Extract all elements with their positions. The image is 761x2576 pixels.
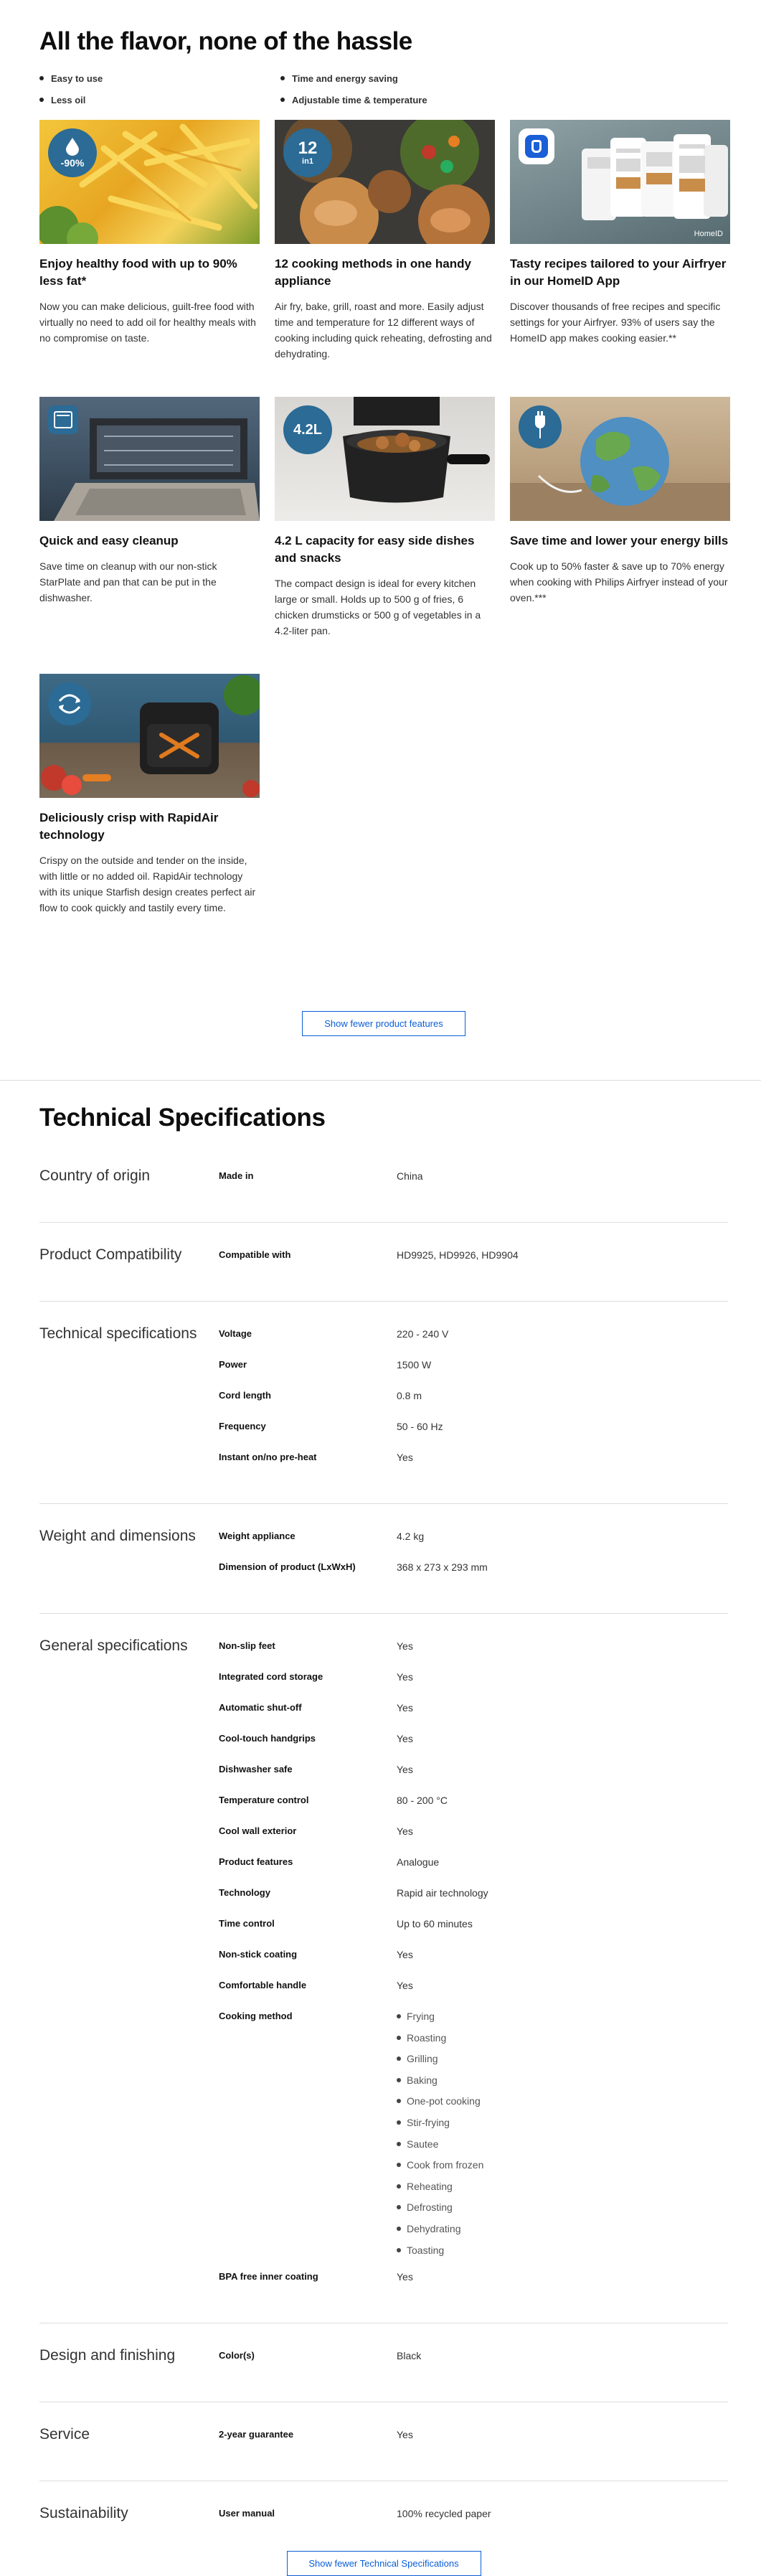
spec-key: Automatic shut-off	[219, 1702, 302, 1713]
spec-key: Weight appliance	[219, 1531, 296, 1541]
spec-value: Yes	[397, 2429, 413, 2441]
spec-row	[219, 1884, 728, 1914]
less-fat-badge	[48, 128, 97, 177]
cooking-method-item: One-pot cooking	[397, 2095, 728, 2116]
card-text: Now you can make delicious, guilt-free food with virtually no need to add oil for healthy meals with no compromise on taste.	[39, 301, 256, 344]
feature-card-cooking-methods	[275, 120, 495, 397]
spec-row-cooking-method	[219, 2007, 728, 2265]
spec-key: Temperature control	[219, 1795, 309, 1805]
bullet-item: Easy to use	[39, 72, 280, 85]
cooking-method-item: Cook from frozen	[397, 2158, 728, 2180]
spec-row	[219, 1729, 728, 1760]
spec-section-technical	[39, 1302, 728, 1504]
cooking-method-item: Roasting	[397, 2031, 728, 2053]
spec-value: China	[397, 1170, 423, 1182]
card-text: Air fry, bake, grill, roast and more. Easily adjust time and temperature for 12 different ways of cooking including quick reheating, defrosting and dehydrating.	[275, 301, 492, 359]
spec-value: 0.8 m	[397, 1390, 422, 1401]
spec-section-title: Design and finishing	[39, 2347, 176, 2364]
card-title: Tasty recipes tailored to your Airfryer in our HomeID App	[510, 257, 727, 288]
spec-row	[219, 1448, 728, 1479]
spec-key: Non-slip feet	[219, 1640, 275, 1651]
spec-value: 100% recycled paper	[397, 2508, 491, 2520]
spec-row	[219, 2504, 728, 2535]
homeid-watermark: HomeID	[694, 230, 723, 238]
spec-section-sustainability	[39, 2481, 728, 2535]
spec-key: Dimension of product (LxWxH)	[219, 1561, 356, 1572]
spec-row	[219, 1325, 728, 1355]
spec-row	[219, 1760, 728, 1791]
spec-row	[219, 1668, 728, 1698]
airfryer-basket-image	[275, 397, 495, 521]
cooking-method-item: Dehydrating	[397, 2222, 728, 2244]
spec-key: Frequency	[219, 1421, 266, 1432]
spec-row	[219, 2267, 728, 2298]
spec-value: 50 - 60 Hz	[397, 1421, 443, 1432]
spec-key: Power	[219, 1359, 247, 1370]
spec-section-title: General specifications	[39, 1637, 188, 1654]
spec-value: 368 x 273 x 293 mm	[397, 1561, 488, 1573]
spec-value: Rapid air technology	[397, 1887, 488, 1899]
spec-value: 80 - 200 °C	[397, 1795, 448, 1806]
spec-value: Yes	[397, 1671, 413, 1683]
spec-section-title: Service	[39, 2426, 90, 2443]
spec-row	[219, 1355, 728, 1386]
spec-key: Made in	[219, 1170, 254, 1181]
card-title: Deliciously crisp with RapidAir technology	[39, 811, 219, 842]
airflow-icon	[48, 682, 91, 725]
card-title: 4.2 L capacity for easy side dishes and snacks	[275, 534, 475, 565]
spec-row	[219, 1822, 728, 1853]
spec-row	[219, 1698, 728, 1729]
feature-card-rapidair	[39, 674, 260, 1011]
spec-row	[219, 1386, 728, 1417]
show-fewer-specs-button[interactable]: Show fewer Technical Specifications	[287, 2551, 481, 2576]
bullet-item: Time and energy saving	[280, 72, 567, 85]
bullet-item: Less oil	[39, 93, 280, 106]
cooking-method-item: Reheating	[397, 2180, 728, 2201]
spec-row	[219, 1976, 728, 2007]
spec-row	[219, 1853, 728, 1884]
specs-list	[39, 1144, 728, 2535]
cooking-method-item: Toasting	[397, 2244, 728, 2265]
spec-row	[219, 1527, 728, 1558]
spec-key: Product features	[219, 1856, 293, 1867]
spec-value: Analogue	[397, 1856, 440, 1868]
spec-key: Voltage	[219, 1328, 252, 1339]
spec-value: 1500 W	[397, 1359, 432, 1371]
card-title: Enjoy healthy food with up to 90% less fat*	[39, 257, 237, 288]
show-fewer-features-button[interactable]: Show fewer product features	[302, 1011, 465, 1036]
specs-title: Technical Specifications	[39, 1104, 326, 1132]
spec-section-title: Sustainability	[39, 2505, 128, 2522]
badge-number: 12	[298, 138, 318, 158]
cooking-method-list	[397, 2007, 728, 2265]
spec-value: Yes	[397, 1733, 413, 1744]
spec-value: 220 - 240 V	[397, 1328, 449, 1340]
card-title: Save time and lower your energy bills	[510, 534, 729, 547]
dishwasher-image	[39, 397, 260, 521]
spec-section-title: Country of origin	[39, 1167, 151, 1184]
spec-section-title: Technical specifications	[39, 1325, 197, 1342]
card-title: Quick and easy cleanup	[39, 534, 179, 547]
spec-key: 2-year guarantee	[219, 2429, 294, 2440]
spec-value: HD9925, HD9926, HD9904	[397, 1249, 519, 1261]
spec-section-weight	[39, 1504, 728, 1614]
spec-value: Yes	[397, 1640, 413, 1652]
bullet-item: Adjustable time & temperature	[280, 93, 567, 106]
spec-key: Cord length	[219, 1390, 271, 1401]
spec-section-title: Product Compatibility	[39, 1246, 182, 1263]
card-title: 12 cooking methods in one handy appliance	[275, 257, 471, 288]
spec-key: Cool wall exterior	[219, 1825, 297, 1836]
badge-sub: in1	[302, 157, 313, 166]
spec-key: Cooking method	[219, 2011, 293, 2021]
spec-section-compatibility	[39, 1223, 728, 1302]
cooking-method-item: Stir-frying	[397, 2116, 728, 2138]
card-text: Crispy on the outside and tender on the inside, with little or no added oil. RapidAir technology with its unique Starfish design creates perfect air flow to cook quickly and tastily every time.	[39, 855, 256, 913]
spec-section-design	[39, 2323, 728, 2402]
card-text: Cook up to 50% faster & save up to 70% energy when cooking with Philips Airfryer instead of your oven.***	[510, 560, 728, 603]
spec-row	[219, 1791, 728, 1822]
spec-row	[219, 1417, 728, 1448]
spec-row	[219, 1558, 728, 1589]
spec-value: Yes	[397, 1949, 413, 1960]
spec-row	[219, 1167, 728, 1198]
spec-key: Compatible with	[219, 1249, 291, 1260]
features-title: All the flavor, none of the hassle	[39, 27, 412, 55]
feature-grid	[39, 120, 728, 1011]
spec-row	[219, 1637, 728, 1668]
cooking-method-item: Defrosting	[397, 2201, 728, 2222]
card-text: The compact design is ideal for every kitchen large or small. Holds up to 500 g of fries, 6 chicken drumsticks or 500 g of vegetables in a 4.2-liter pan.	[275, 578, 481, 636]
spec-value: Yes	[397, 1702, 413, 1714]
spec-value: Yes	[397, 2271, 413, 2283]
feature-card-cleanup	[39, 397, 260, 674]
fries-image	[39, 120, 260, 244]
spec-key: Integrated cord storage	[219, 1671, 323, 1682]
dishwasher-icon	[48, 405, 78, 434]
oil-drop-icon	[65, 137, 80, 156]
methods-badge	[283, 128, 332, 177]
spec-key: Time control	[219, 1918, 275, 1929]
cooking-method-item: Baking	[397, 2074, 728, 2095]
spec-value: Up to 60 minutes	[397, 1918, 473, 1929]
feature-card-energy	[510, 397, 730, 674]
spec-key: Non-stick coating	[219, 1949, 298, 1960]
spec-value: Yes	[397, 1452, 413, 1463]
card-text: Save time on cleanup with our non-stick StarPlate and pan that can be put in the dishwasher.	[39, 560, 217, 603]
spec-key: BPA free inner coating	[219, 2271, 318, 2283]
spec-section-title: Weight and dimensions	[39, 1528, 196, 1544]
kitchen-airfryer-image	[39, 674, 260, 798]
cooking-method-item: Grilling	[397, 2052, 728, 2074]
spec-key: Comfortable handle	[219, 1980, 307, 1990]
spec-value: 4.2 kg	[397, 1531, 425, 1542]
feature-bullets	[39, 72, 728, 106]
dishes-image	[275, 120, 495, 244]
section-divider	[0, 1080, 761, 1081]
badge-text: 4.2L	[293, 421, 323, 438]
spec-key: Instant on/no pre-heat	[219, 1452, 317, 1462]
spec-row	[219, 2346, 728, 2377]
app-screens-image	[510, 120, 730, 244]
plug-icon	[519, 405, 562, 448]
spec-key: User manual	[219, 2508, 275, 2519]
feature-card-homeid-app	[510, 120, 730, 397]
spec-key: Technology	[219, 1887, 270, 1898]
cooking-method-item: Frying	[397, 2010, 728, 2031]
spec-section-service	[39, 2402, 728, 2481]
feature-card-capacity	[275, 397, 495, 674]
cooking-method-item: Sautee	[397, 2138, 728, 2159]
spec-row	[219, 1246, 728, 1277]
homeid-app-icon	[519, 128, 554, 164]
spec-value: Black	[397, 2350, 422, 2362]
badge-text: -90%	[60, 157, 85, 169]
spec-row	[219, 2425, 728, 2456]
spec-key: Dishwasher safe	[219, 1764, 293, 1774]
spec-section-general	[39, 1614, 728, 2323]
spec-row	[219, 1945, 728, 1976]
spec-value: Yes	[397, 1764, 413, 1775]
card-text: Discover thousands of free recipes and specific settings for your Airfryer. 93% of users say the HomeID app makes cooking easier.**	[510, 301, 721, 344]
spec-section-country	[39, 1144, 728, 1223]
spec-row	[219, 1914, 728, 1945]
capacity-badge	[283, 405, 332, 454]
feature-card-less-fat	[39, 120, 260, 397]
spec-key: Color(s)	[219, 2350, 255, 2361]
globe-image	[510, 397, 730, 521]
spec-key: Cool-touch handgrips	[219, 1733, 316, 1744]
spec-value: Yes	[397, 1825, 413, 1837]
spec-value: Yes	[397, 1980, 413, 1991]
